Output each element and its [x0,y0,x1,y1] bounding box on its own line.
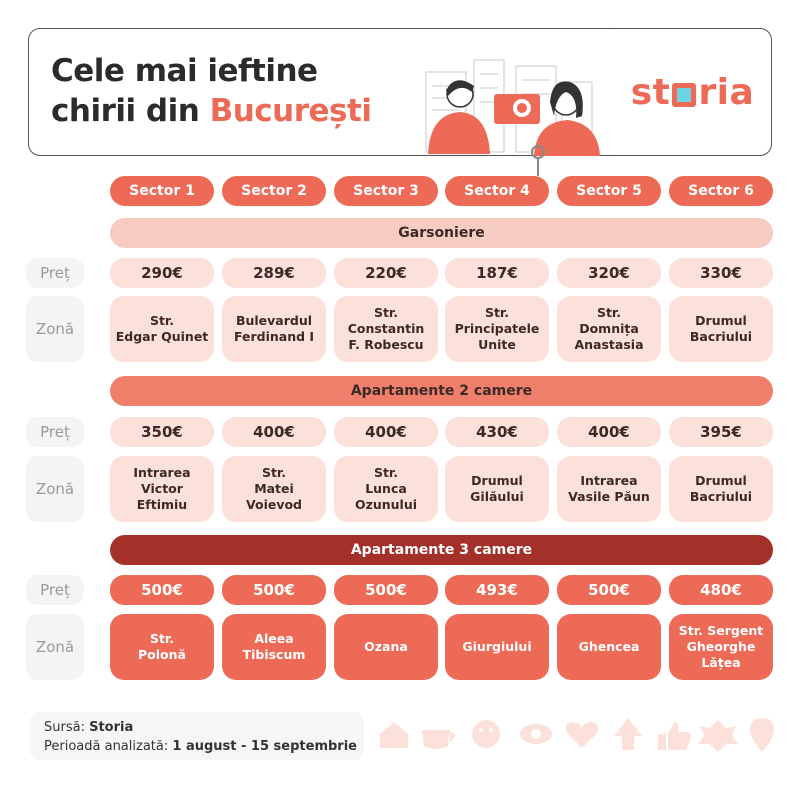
row-label-zone: Zonă [26,296,84,362]
zone-text: Drumul Bacriului [689,473,753,504]
section-title-3: Apartamente 3 camere [110,535,773,565]
row-label-price: Preț [26,575,84,605]
price-cell: 289€ [222,258,326,288]
period-label: Perioadă analizată: [44,739,173,754]
zone-cell [222,614,326,680]
zone-text: Aleea Tibiscum [242,631,306,662]
price-cell: 350€ [110,417,214,447]
zone-text: Drumul Bacriului [689,313,753,344]
zone-cell [445,614,549,680]
price-cell: 330€ [669,258,773,288]
zone-text: Drumul Gilăului [470,473,524,504]
price-cell: 430€ [445,417,549,447]
sector-header-6: Sector 6 [669,176,773,206]
price-cell: 493€ [445,575,549,605]
zone-text: Str. Sergent Gheorghe Lățea [678,623,764,670]
logo-text-end: ria [698,71,755,113]
sector-header-1: Sector 1 [110,176,214,206]
smiley-icon [472,720,500,748]
price-cell: 500€ [222,575,326,605]
source-line [44,718,364,737]
zone-cell [669,296,773,362]
couple-illustration [386,42,626,182]
price-cell: 320€ [557,258,661,288]
price-cell: 500€ [334,575,438,605]
zone-cell [557,456,661,522]
title-city: București [209,93,372,129]
zone-cell [445,296,549,362]
zone-cell [669,456,773,522]
sector-header-5: Sector 5 [557,176,661,206]
zone-text: Ozana [364,639,408,654]
sector-header-2: Sector 2 [222,176,326,206]
brand-logo-card [614,28,772,156]
zone-cell [222,296,326,362]
zone-cell [222,456,326,522]
zone-cell [334,296,438,362]
price-cell: 220€ [334,258,438,288]
map-pin-icon [750,718,774,752]
row-label-zone: Zonă [26,614,84,680]
row-label-price: Preț [26,258,84,288]
zone-text: Str. Domnița Anastasia [574,305,644,352]
zone-text: Str. Lunca Ozunului [354,465,418,512]
source-footer [30,712,364,760]
price-cell: 500€ [110,575,214,605]
decorative-icon-strip [376,714,776,754]
section-title-1: Garsoniere [110,218,773,248]
price-cell: 187€ [445,258,549,288]
logo-text-start: st [630,71,671,113]
row-label-price: Preț [26,417,84,447]
zone-text: Bulevardul Ferdinand I [233,313,315,344]
sector-header-3: Sector 3 [334,176,438,206]
price-cell: 480€ [669,575,773,605]
zone-cell [334,456,438,522]
logo-square-icon [672,83,696,107]
page-title [51,51,371,131]
source-value: Storia [89,720,134,735]
zone-text: Str. Principatele Unite [454,305,540,352]
zone-text: Intrarea Vasile Păun [568,473,650,504]
zone-text: Str. Polonă [138,631,186,662]
title-prefix: chirii din [51,93,210,129]
zone-cell [669,614,773,680]
zone-text: Intrarea Victor Eftimiu [133,465,191,512]
row-label-zone: Zonă [26,456,84,522]
tree-icon [614,718,642,750]
title-line-2 [51,91,371,131]
price-cell: 400€ [334,417,438,447]
price-cell: 400€ [222,417,326,447]
zone-cell [445,456,549,522]
zone-cell [110,296,214,362]
zone-cell [334,614,438,680]
section-title-2: Apartamente 2 camere [110,376,773,406]
storia-logo[interactable] [631,72,755,113]
zone-cell [557,296,661,362]
price-cell: 290€ [110,258,214,288]
zone-text: Str. Edgar Quinet [115,313,209,344]
zone-text: Str. Constantin F. Robescu [347,305,425,352]
price-cell: 500€ [557,575,661,605]
thumbs-up-icon [658,722,691,750]
zone-cell [110,614,214,680]
zone-cell [110,456,214,522]
period-value: 1 august - 15 septembrie [172,739,357,754]
sector-header-4: Sector 4 [445,176,549,206]
price-cell: 395€ [669,417,773,447]
cup-icon [422,730,455,749]
price-cell: 400€ [557,417,661,447]
zone-cell [557,614,661,680]
title-line-1: Cele mai ieftine [51,53,318,89]
zone-text: Giurgiului [462,639,532,654]
house-icon [380,722,408,748]
source-label: Sursă: [44,720,90,735]
zone-text: Str. Matei Voievod [245,465,303,512]
zone-text: Ghencea [578,639,640,654]
heart-icon [566,722,599,748]
period-line [44,737,364,756]
flower-icon [698,720,738,752]
